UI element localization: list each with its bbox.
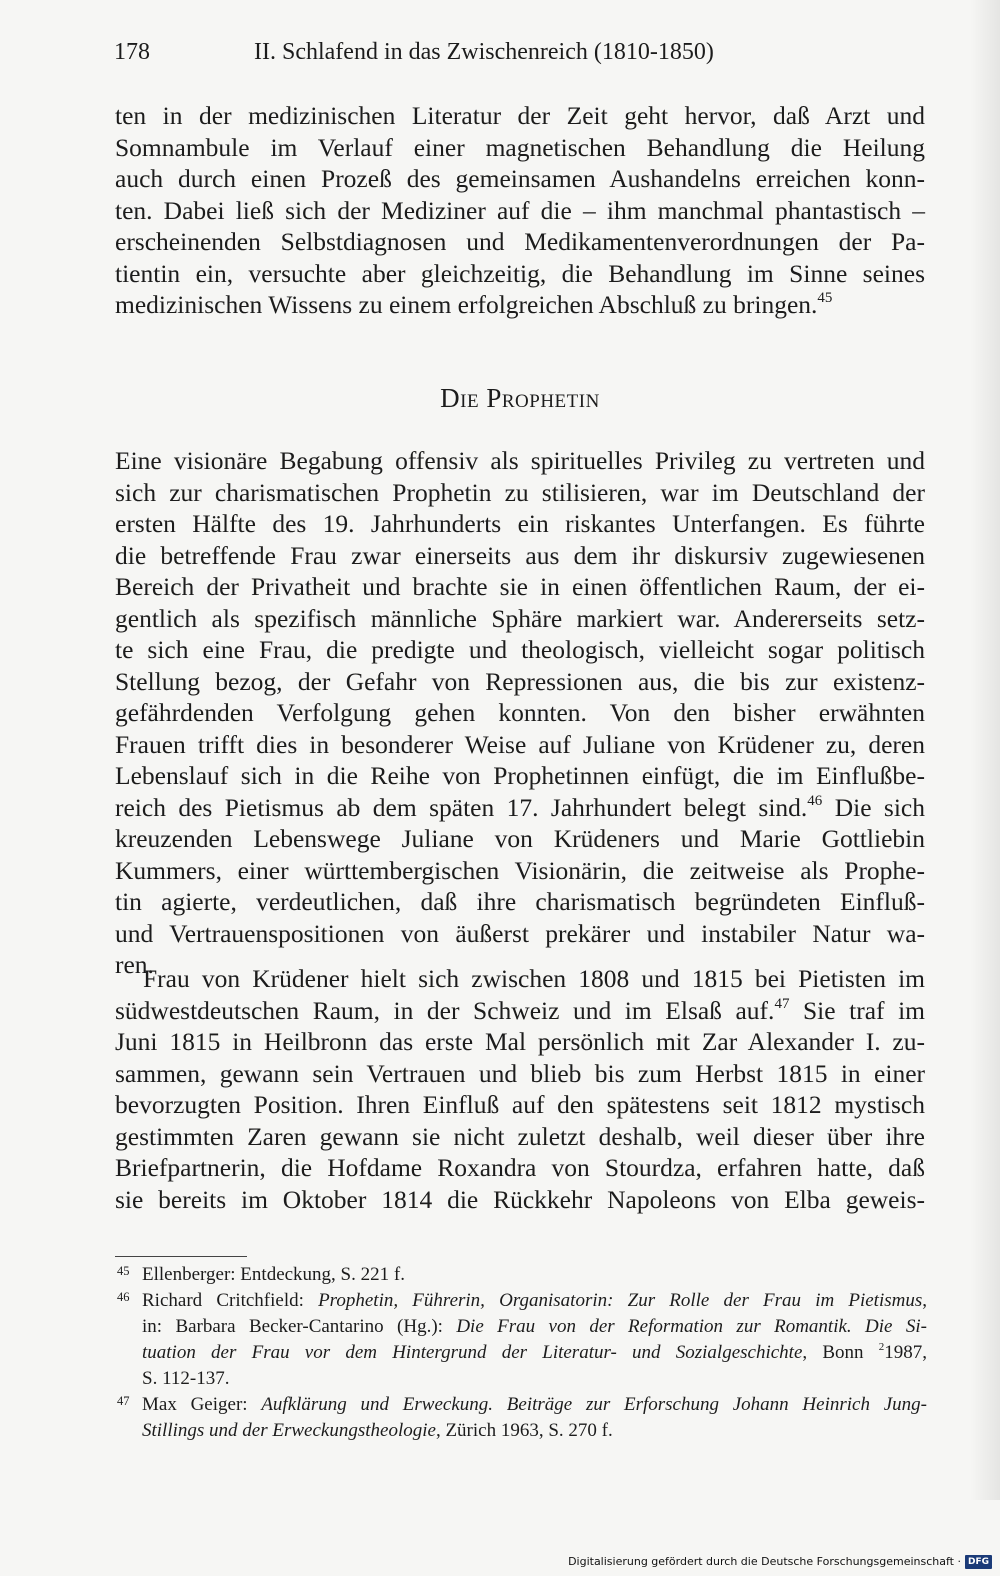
text-line: sich zur charismatischen Prophetin zu stilisieren, war im Deutschland der xyxy=(115,477,925,507)
running-title: II. Schlafend in das Zwischenreich (1810-1850) xyxy=(254,39,714,65)
text-line-last: medizinischen Wissens zu einem erfolgreichen Abschluß zu bringen.$^{45}$ xyxy=(115,290,833,319)
footnote-number: 47 xyxy=(117,1394,130,1408)
paragraph-kruedener xyxy=(115,963,925,1215)
footnote-line: Max Geiger: Aufklärung und Erweckung. Beiträge zur Erforschung Johann Heinrich Jung- xyxy=(142,1394,927,1415)
text-line: gefährdenden Verfolgung gehen konnten. Von den bisher erwähnten xyxy=(115,698,925,727)
footnotes xyxy=(115,1262,927,1444)
text-line: südwestdeutschen Raum, in der Schweiz und im Elsaß auf.$^{47}$ Sie traf im xyxy=(115,995,926,1025)
footnote-46 xyxy=(115,1288,927,1392)
text-line: Lebenslauf sich in die Reihe von Prophetinnen einfügt, die im Einflußbe- xyxy=(115,761,925,790)
paragraph-continued xyxy=(115,100,925,321)
footnote-number: 46 xyxy=(117,1290,130,1304)
text-line: tientin ein, versuchte aber gleichzeitig, die Behandlung im Sinne seines xyxy=(115,258,925,288)
text-line: kreuzenden Lebenswege Juliane von Krüdeners und Marie Gottliebin xyxy=(115,824,925,853)
text-line: gestimmten Zaren gewann sie nicht zuletzt deshalb, weil dieser über ihre xyxy=(115,1121,925,1151)
footnote-separator xyxy=(115,1256,247,1257)
text-line: Stellung bezog, der Gefahr von Repressionen aus, die bis zur existenz- xyxy=(115,666,925,696)
text-line: die betreffende Frau zwar einerseits aus dem ihr diskursiv zugewiesenen xyxy=(115,540,925,570)
text-line: sammen, gewann sein Vertrauen und blieb bis zum Herbst 1815 in einer xyxy=(115,1058,925,1088)
text-line: gentlich als spezifisch männliche Sphäre markiert war. Andererseits setz- xyxy=(115,603,925,633)
text-line-last: ren. xyxy=(115,950,154,979)
digitization-watermark xyxy=(568,1553,992,1571)
text-line: Frau von Krüdener hielt sich zwischen 1808 und 1815 bei Pietisten im xyxy=(143,964,925,993)
running-head xyxy=(114,34,924,70)
text-line: ten in der medizinischen Literatur der Zeit geht hervor, daß Arzt und xyxy=(115,101,925,130)
footnote-line: S. 112-137. xyxy=(142,1368,230,1389)
paragraph-prophetin-intro xyxy=(115,445,925,981)
footnote-45 xyxy=(115,1262,927,1288)
footnote-number: 45 xyxy=(117,1264,130,1278)
footnote-47 xyxy=(115,1392,927,1444)
text-line: Juni 1815 in Heilbronn das erste Mal persönlich mit Zar Alexander I. zu- xyxy=(115,1027,925,1056)
section-heading: Die Prophetin xyxy=(440,383,600,413)
footnote-line: tuation der Frau vor dem Hintergrund der Literatur- und Sozialgeschichte, Bonn $^2$1987, xyxy=(142,1341,927,1363)
text-line: te sich eine Frau, die predigte und theologisch, vielleicht sogar politisch xyxy=(115,635,925,664)
scan-page-edge-shadow xyxy=(970,0,1000,1500)
text-line: reich des Pietismus ab dem späten 17. Jahrhundert belegt sind.$^{46}$ Die sich xyxy=(115,792,925,822)
text-line: Frauen trifft dies in besonderer Weise auf Juliane von Krüdener zu, deren xyxy=(115,729,925,759)
text-line: auch durch einen Prozeß des gemeinsamen Aushandelns erreichen konn- xyxy=(115,164,925,193)
footnote-line: Richard Critchfield: Prophetin, Führerin, Organisatorin: Zur Rolle der Frau im Pietismus, xyxy=(142,1290,927,1311)
footnote-ref-47: 47 xyxy=(774,995,790,1012)
footnote-line: in: Barbara Becker-Cantarino (Hg.): Die Frau von der Reformation zur Romantik. Die Si- xyxy=(142,1316,927,1337)
dfg-logo: DFG xyxy=(965,1555,992,1569)
text-line: bevorzugten Position. Ihren Einfluß auf den spätestens seit 1812 mystisch xyxy=(115,1090,925,1119)
footnote-line: Stillings und der Erweckungstheologie, Zürich 1963, S. 270 f. xyxy=(142,1420,613,1441)
text-line: sie bereits im Oktober 1814 die Rückkehr Napoleons von Elba geweis- xyxy=(115,1184,925,1214)
text-line: erscheinenden Selbstdiagnosen und Medikamentenverordnungen der Pa- xyxy=(115,227,925,256)
footnote-ref-46: 46 xyxy=(807,792,823,809)
text-line: Briefpartnerin, die Hofdame Roxandra von Stourdza, erfahren hatte, daß xyxy=(115,1153,925,1182)
text-line: ten. Dabei ließ sich der Mediziner auf die – ihm manchmal phantastisch – xyxy=(115,195,925,225)
footnote-ref-45: 45 xyxy=(817,290,833,306)
text-line: Eine visionäre Begabung offensiv als spirituelles Privileg zu vertreten und xyxy=(115,446,925,475)
text-line: tin agierte, verdeutlichen, daß ihre charismatisch begründeten Einfluß- xyxy=(115,887,925,916)
text-line: Bereich der Privatheit und brachte sie in einen öffentlichen Raum, der ei- xyxy=(115,572,925,601)
text-line: und Vertrauenspositionen von äußerst prekärer und instabiler Natur wa- xyxy=(115,918,925,948)
footnote-line: Ellenberger: Entdeckung, S. 221 f. xyxy=(142,1264,405,1285)
text-line: Kummers, einer württembergischen Visionärin, die zeitweise als Prophe- xyxy=(115,855,925,885)
text-line: ersten Hälfte des 19. Jahrhunderts ein riskantes Unterfangen. Es führte xyxy=(115,509,925,538)
text-line: Somnambule im Verlauf einer magnetischen Behandlung die Heilung xyxy=(115,132,925,162)
page-number: 178 xyxy=(114,39,150,65)
watermark-text: Digitalisierung gefördert durch die Deutsche Forschungsgemeinschaft · xyxy=(568,1555,961,1568)
